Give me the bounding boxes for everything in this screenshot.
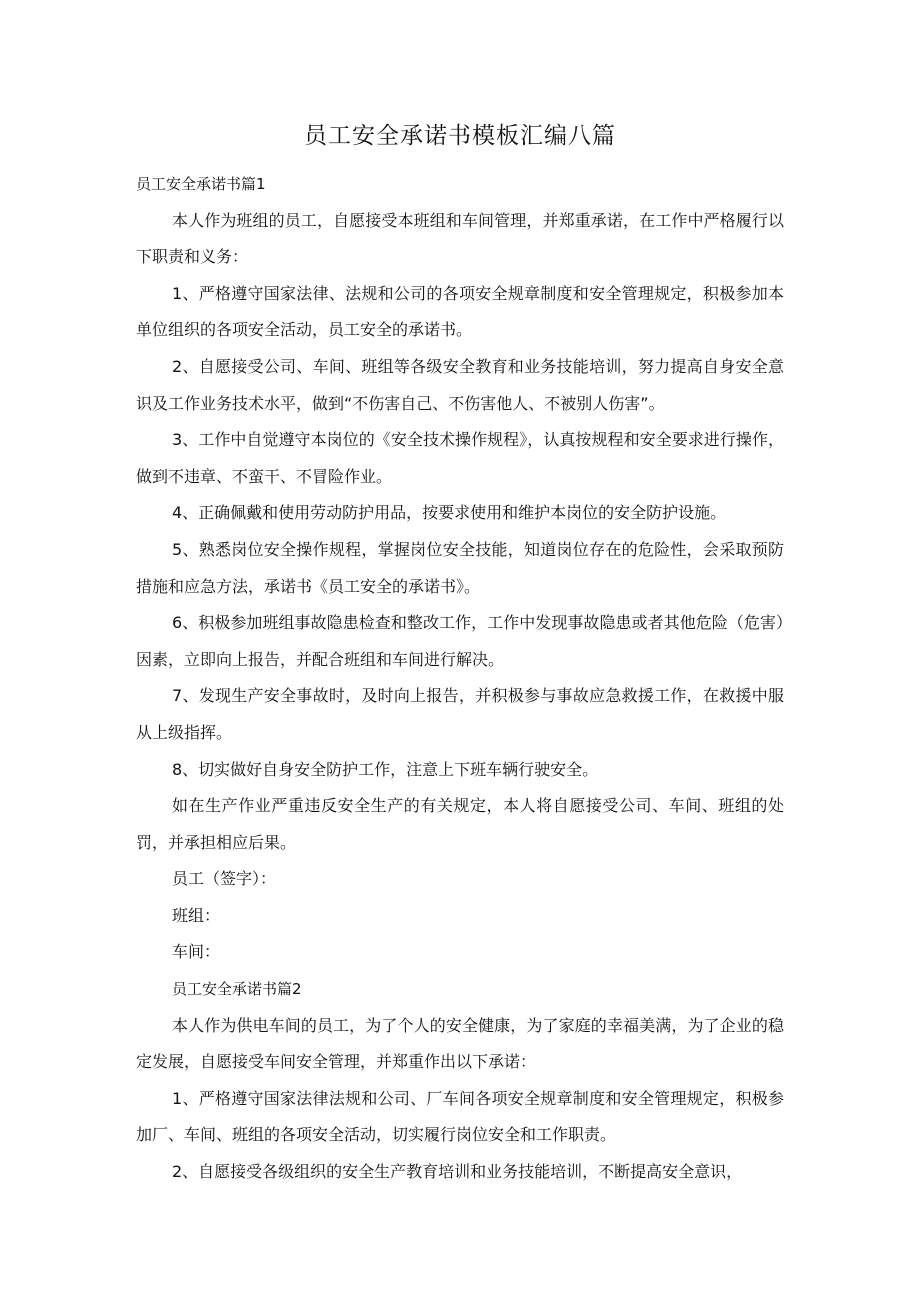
section-1-item-8: 8、切实做好自身安全防护工作，注意上下班车辆行驶安全。 bbox=[172, 759, 599, 779]
section-1-closing: 如在生产作业严重违反安全生产的有关规定，本人将自愿接受公司、车间、班组的处罚，并承担相应后果。 bbox=[136, 796, 784, 852]
document-body bbox=[136, 166, 784, 1191]
signature-team: 班组： bbox=[172, 905, 221, 925]
section-1-heading: 员工安全承诺书篇1 bbox=[136, 175, 266, 193]
section-1-item-7: 7、发现生产安全事故时，及时向上报告，并积极参与事故应急救援工作，在救援中服从上级指挥。 bbox=[136, 686, 784, 742]
section-1-item-2: 2、自愿接受公司、车间、班组等各级安全教育和业务技能培训，努力提高自身安全意识及工作业务技术水平，做到“不伤害自己、不伤害他人、不被别人伤害”。 bbox=[136, 356, 784, 413]
section-1-item-6: 6、积极参加班组事故隐患检查和整改工作，工作中发现事故隐患或者其他危险（危害）因素，立即向上报告，并配合班组和车间进行解决。 bbox=[136, 613, 784, 669]
section-1-item-4: 4、正确佩戴和使用劳动防护用品，按要求使用和维护本岗位的安全防护设施。 bbox=[172, 503, 727, 523]
section-1-item-3: 3、工作中自觉遵守本岗位的《安全技术操作规程》，认真按规程和安全要求进行操作，做到不违章、不蛮干、不冒险作业。 bbox=[136, 430, 784, 486]
document-title: 员工安全承诺书模板汇编八篇 bbox=[304, 123, 616, 149]
section-1-item-5: 5、熟悉岗位安全操作规程，掌握岗位安全技能，知道岗位存在的危险性，会采取预防措施和应急方法，承诺书《员工安全的承诺书》。 bbox=[136, 539, 784, 596]
section-2-item-2: 2、自愿接受各级组织的安全生产教育培训和业务技能培训，不断提高安全意识， bbox=[172, 1162, 743, 1182]
section-2-intro: 本人作为供电车间的员工，为了个人的安全健康，为了家庭的幸福美满，为了企业的稳定发展，自愿接受车间安全管理，并郑重作出以下承诺： bbox=[136, 1015, 784, 1072]
signature-workshop: 车间： bbox=[172, 942, 221, 962]
section-2-heading: 员工安全承诺书篇2 bbox=[172, 980, 302, 999]
section-1-item-1: 1、严格遵守国家法律、法规和公司的各项安全规章制度和安全管理规定，积极参加本单位组织的各项安全活动，员工安全的承诺书。 bbox=[136, 283, 784, 340]
section-2-item-1: 1、严格遵守国家法律法规和公司、厂车间各项安全规章制度和安全管理规定，积极参加厂、车间、班组的各项安全活动，切实履行岗位安全和工作职责。 bbox=[136, 1088, 784, 1145]
signature-employee: 员工（签字）： bbox=[172, 869, 277, 889]
section-1-intro: 本人作为班组的员工，自愿接受本班组和车间管理，并郑重承诺，在工作中严格履行以下职责和义务： bbox=[136, 210, 784, 267]
